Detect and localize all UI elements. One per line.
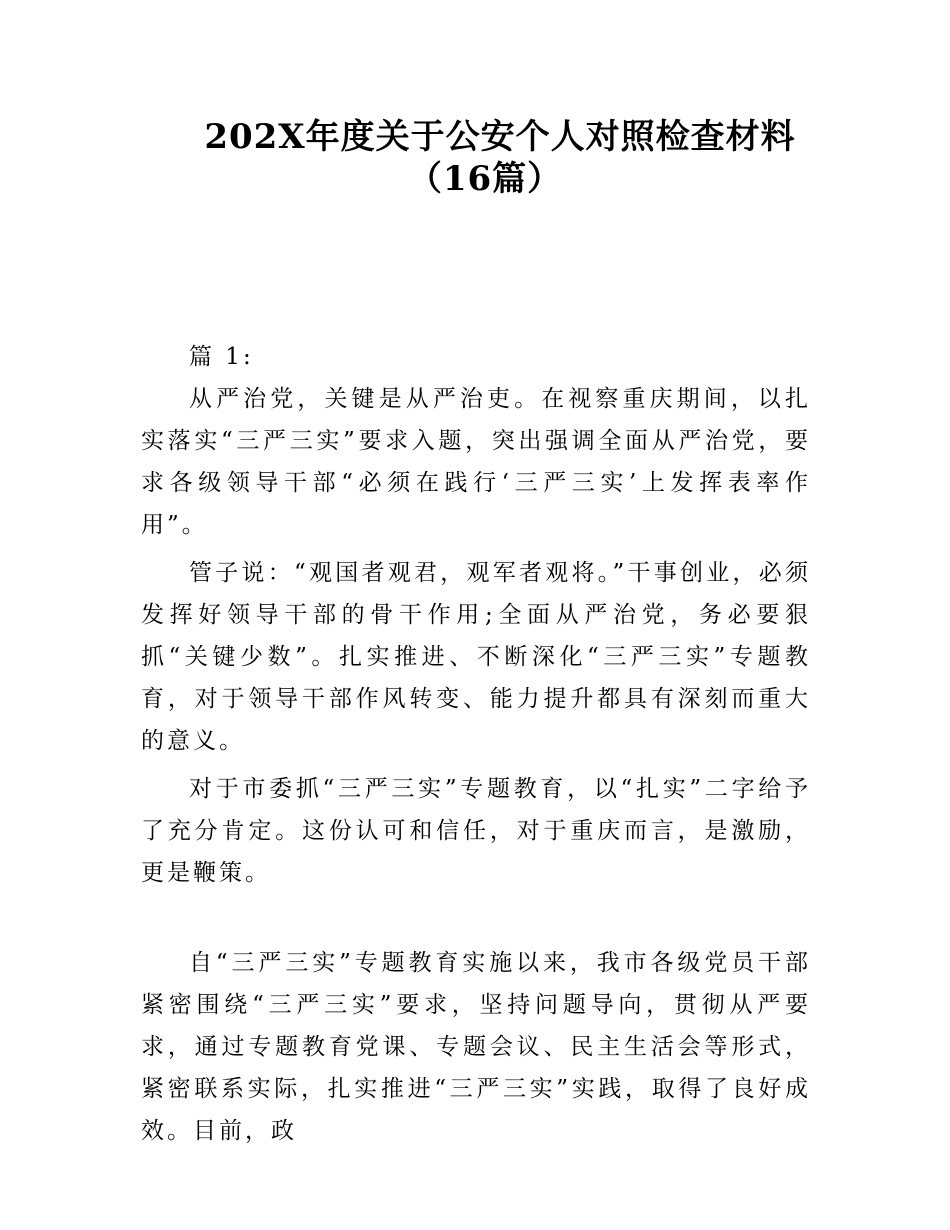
section-heading: 篇 1:	[189, 344, 254, 370]
paragraph-4: 自“三严三实”专题教育实施以来，我市各级党员干部紧密围绕“三严三实”要求，坚持问题导向，贯彻从严要求，通过专题教育党课、专题会议、民主生活会等形式，紧密联系实际，扎实推进“三严三实”实践，取得了良好成效。目前，政	[141, 950, 811, 1144]
paragraph-3: 对于市委抓“三严三实”专题教育，以“扎实”二字给予了充分肯定。这份认可和信任，对于重庆而言，是激励，更是鞭策。	[141, 776, 811, 886]
document-subtitle: （16篇）	[407, 159, 563, 199]
document-title: 202X年度关于公安个人对照检查材料	[204, 117, 796, 157]
paragraph-1: 从严治党，关键是从严治吏。在视察重庆期间，以扎实落实“三严三实”要求入题，突出强调全面从严治党，要求各级领导干部“必须在践行‘三严三实’上发挥表率作用”。	[141, 386, 811, 538]
paragraph-2: 管子说：“观国者观君，观军者观将。”干事创业，必须发挥好领导干部的骨干作用;全面从严治党，务必要狠抓“关键少数”。扎实推进、不断深化“三严三实”专题教育，对于领导干部作风转变、能力提升都具有深刻而重大的意义。	[141, 560, 811, 754]
